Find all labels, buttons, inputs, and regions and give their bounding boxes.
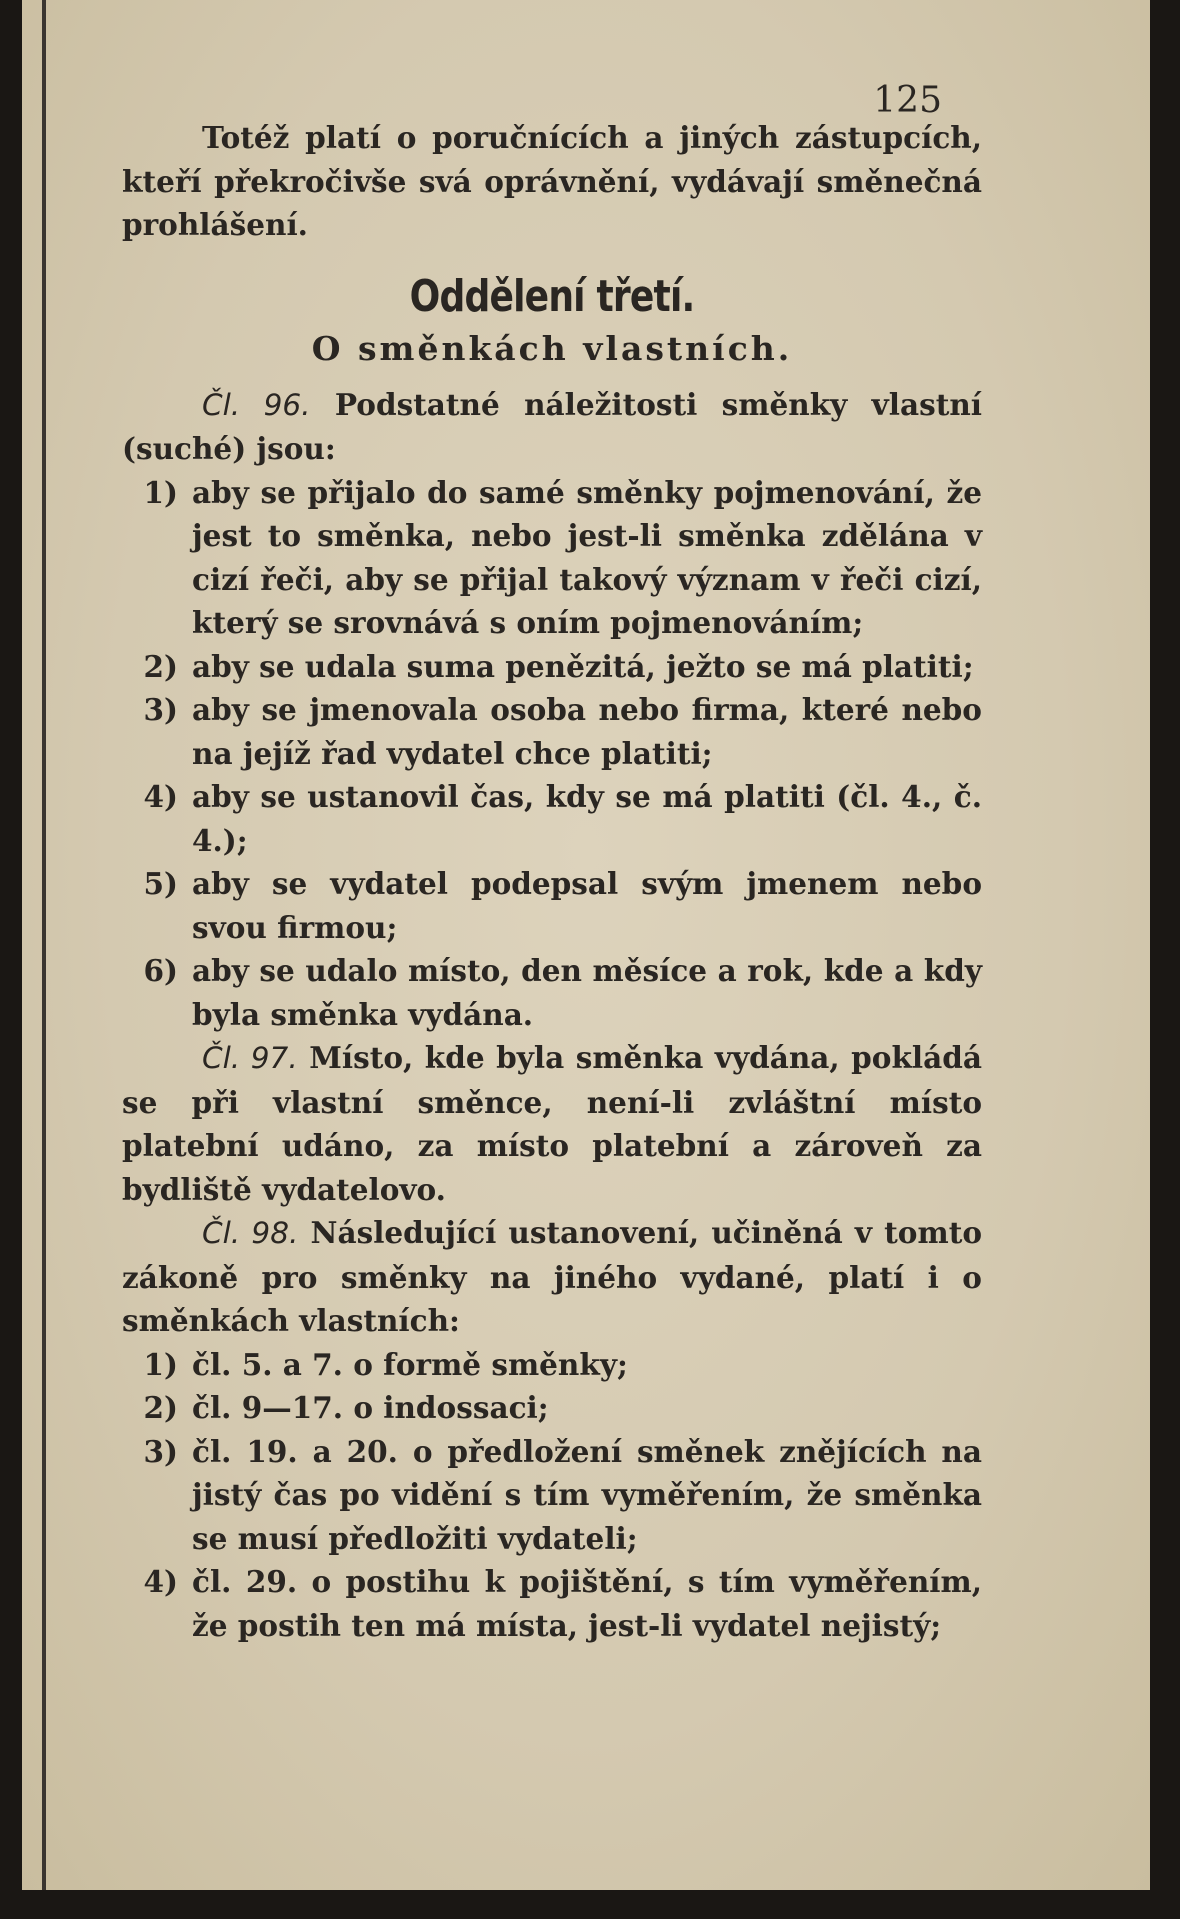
- list-item-text: aby se jmenovala osoba nebo firma, které nebo na jejíž řad vydatel chce platiti;: [192, 692, 982, 771]
- list-item-text: čl. 5. a 7. o formě směnky;: [192, 1346, 628, 1382]
- list-item-text: čl. 19. a 20. o předložení směnek znějících na jistý čas po vidění s tím vyměřením, že směnka se musí předložiti vydateli;: [192, 1433, 982, 1556]
- list-item-number: 4): [143, 1564, 178, 1599]
- list-item-text: aby se vydatel podepsal svým jmenem nebo svou firmou;: [192, 866, 982, 945]
- list-item: [122, 949, 982, 1036]
- article-96-label: Čl. 96.: [202, 387, 311, 422]
- list-item-number: 3): [143, 692, 178, 727]
- list-item-number: 3): [143, 1433, 178, 1469]
- list-item-text: aby se přijalo do samé směnky pojmenování, že jest to směnka, nebo jest-li směnka zdělána v cizí řeči, aby se přijal takový význam v řeči cizí, který se srovnává s oním pojmenováním;: [192, 474, 982, 640]
- list-item-text: aby se ustanovil čas, kdy se má platiti (čl. 4., č. 4.);: [192, 779, 982, 858]
- list-item-text: aby se udala suma penězitá, ježto se má platiti;: [192, 648, 974, 684]
- article-98-intro-text: Následující ustanovení, učiněná v tomto zákoně pro směnky na jiného vydané, platí i o směnkách vlastních:: [122, 1215, 982, 1338]
- list-item-text: čl. 9—17. o indossaci;: [192, 1390, 549, 1425]
- article-98-label: Čl. 98.: [202, 1216, 299, 1250]
- list-item: [122, 862, 982, 949]
- article-98-intro: [122, 1211, 982, 1343]
- list-item: [122, 1386, 982, 1430]
- list-item: [122, 645, 982, 689]
- page-body: [122, 116, 982, 1647]
- list-item-text: aby se udalo místo, den měsíce a rok, kde a kdy byla směnka vydána.: [192, 953, 982, 1032]
- list-item-text: čl. 29. o postihu k pojištění, s tím vyměřením, že postih ten má místa, jest-li vydatel nejistý;: [192, 1564, 982, 1643]
- list-item-number: 1): [143, 1346, 178, 1382]
- article-97-text: Místo, kde byla směnka vydána, pokládá se při vlastní směnce, není-li zvláštní místo platební udáno, za místo platební a zároveň za bydliště vydatelovo.: [122, 1040, 982, 1207]
- article-96-intro: [122, 383, 982, 471]
- page-number: 125: [873, 80, 942, 121]
- continuation-paragraph: Totéž platí o poručnících a jiných zástupcích, kteří překročivše svá oprávnění, vydávají směnečná prohlášení.: [122, 120, 982, 242]
- book-page: [22, 0, 1150, 1890]
- article-97-label: Čl. 97.: [202, 1041, 298, 1075]
- list-item-number: 1): [143, 474, 178, 510]
- list-item-number: 5): [143, 866, 178, 901]
- list-item: [122, 1560, 982, 1647]
- list-item-number: 2): [143, 648, 178, 684]
- article-96-intro-text: Podstatné náležitosti směnky vlastní (suché) jsou:: [122, 386, 982, 466]
- list-item: [122, 688, 982, 775]
- list-item: [122, 1430, 982, 1561]
- section-heading: Oddělení třetí.: [409, 270, 695, 322]
- list-item-number: 4): [143, 779, 178, 814]
- list-item-number: 2): [143, 1390, 178, 1425]
- list-item: [122, 471, 982, 645]
- list-item: [122, 1343, 982, 1387]
- article-97: [122, 1036, 982, 1211]
- section-subheading: O směnkách vlastních.: [311, 328, 793, 368]
- list-item: [122, 775, 982, 862]
- binding-edge: [42, 0, 46, 1890]
- list-item-number: 6): [143, 953, 178, 988]
